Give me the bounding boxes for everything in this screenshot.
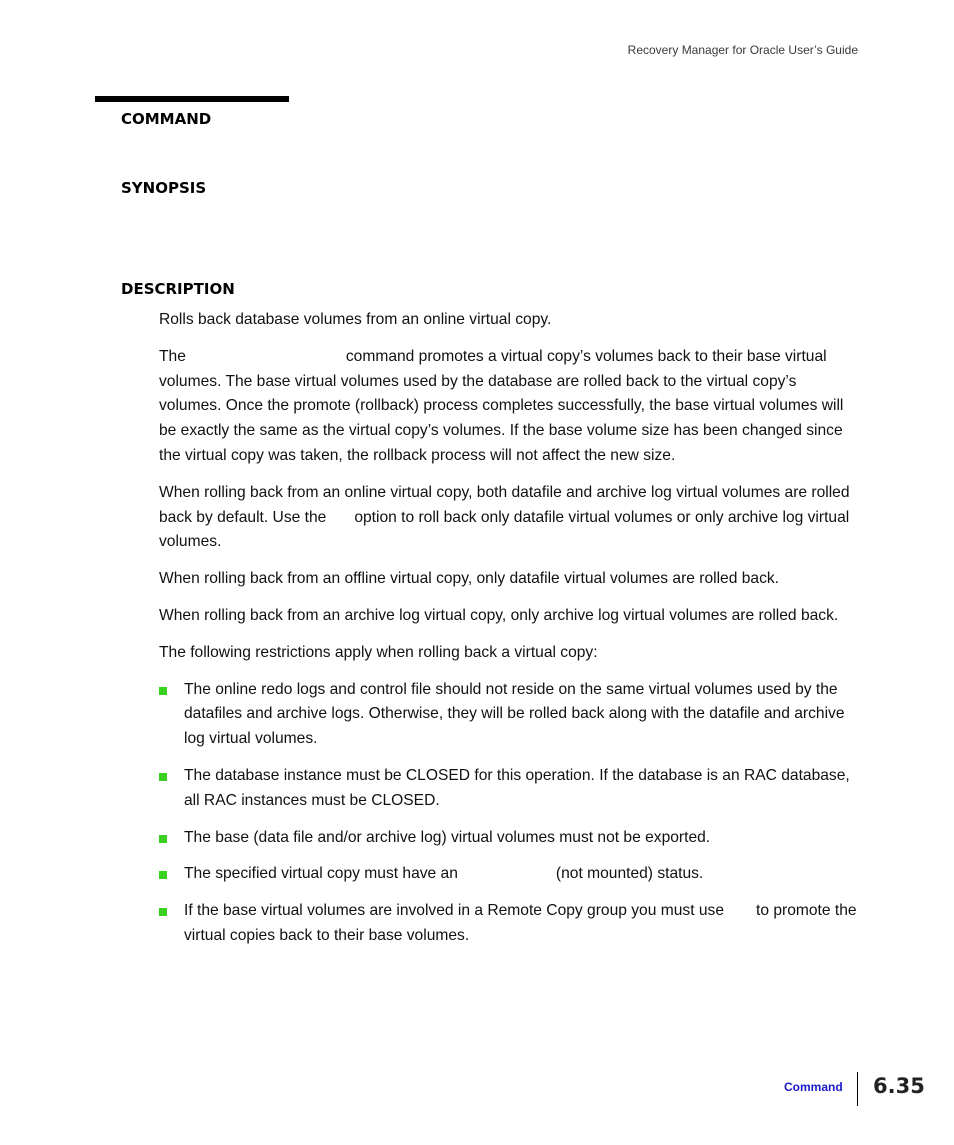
square-bullet-icon [159,908,167,916]
footer-divider [857,1072,858,1106]
section-rule [95,96,289,102]
square-bullet-icon [159,773,167,781]
list-item: If the base virtual volumes are involved in a Remote Copy group you must use to promote the virtual copies back to their base volumes. [159,899,859,949]
synopsis-heading: SYNOPSIS [121,179,207,197]
list-item: The online redo logs and control file should not reside on the same virtual volumes used by the datafiles and archive logs. Otherwise, they will be rolled back along with the datafile and archive log virtual volumes. [159,678,859,752]
list-item: The base (data file and/or archive log) virtual volumes must not be exported. [159,826,859,851]
square-bullet-icon [159,835,167,843]
intro-paragraph: Rolls back database volumes from an online virtual copy. [159,311,552,328]
list-item: The database instance must be CLOSED for this operation. If the database is an RAC database, all RAC instances must be CLOSED. [159,764,859,814]
footer-section-label: Command [784,1080,843,1094]
online-copy-paragraph: When rolling back from an online virtual copy, both datafile and archive log virtual volumes are rolled back by default. Use the option to roll back only datafile virtual volumes or only archive log virtual volumes. [159,483,850,551]
offline-copy-paragraph: When rolling back from an offline virtual copy, only datafile virtual volumes are rolled back. [159,570,780,588]
square-bullet-icon [159,687,167,695]
archive-copy-paragraph: When rolling back from an archive log virtual copy, only archive log virtual volumes are rolled back. [159,606,839,624]
list-item: The specified virtual copy must have an (not mounted) status. [159,862,859,887]
promote-paragraph: The command promotes a virtual copy’s volumes back to their base virtual volumes. The base virtual volumes used by the database are rolled back to the virtual copy’s volumes. Once the promote (rollback) process completes successfully, the base virtual volumes will be exactly the same as the virtual copy’s volumes. If the base volume size has been changed since the virtual copy was taken, the rollback process will not affect the new size. [159,347,844,464]
command-heading: COMMAND [121,110,212,128]
restrictions-intro: The following restrictions apply when rolling back a virtual copy: [159,643,598,661]
restrictions-list [159,678,859,949]
page-number: 6.35 [873,1074,925,1098]
description-body [159,308,859,961]
description-heading: DESCRIPTION [121,280,235,298]
square-bullet-icon [159,871,167,879]
running-header: Recovery Manager for Oracle User’s Guide [627,43,858,57]
